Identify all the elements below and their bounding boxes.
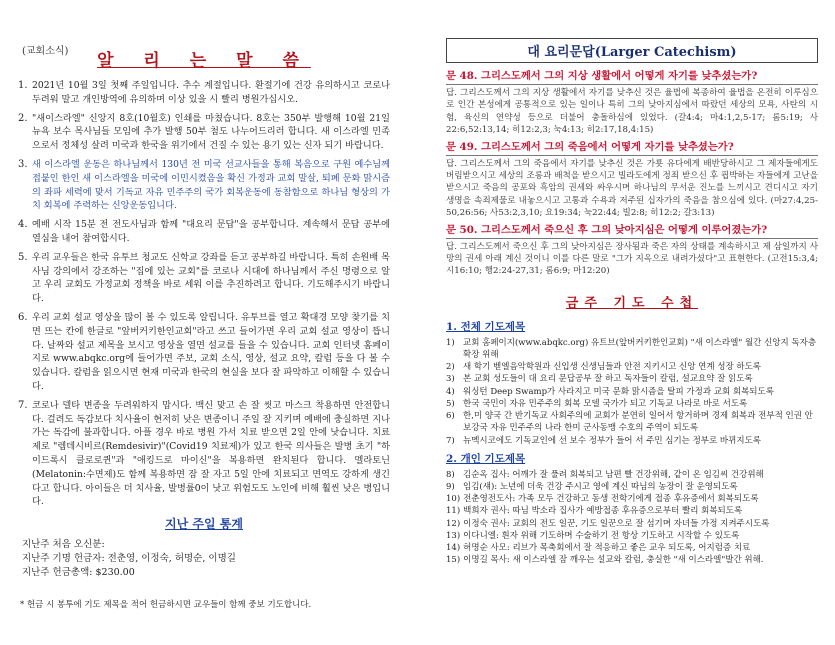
announcement-text: 우리 교우들은 한국 유투브 청교도 신학교 강좌를 듣고 공부하길 바랍니다. 특히 손원배 목사님 강의에서 강조하는 "집에 있는 교회"를 코로나 시대에 하나님께서 주신 명령으로 알고 우리 교회도 가정교회 정책을 바로 세워 이를 추진하려고 합니다. 기도해주시기 바랍니다.: [32, 251, 390, 305]
stats-block: [18, 538, 390, 580]
divider: [446, 238, 818, 239]
catechism-question: 문 49. 그리스도께서 그의 죽음에서 어떻게 자기를 낮추셨는가?: [446, 140, 734, 153]
prayer-item: [446, 386, 818, 398]
announcement-text: 2021년 10월 3일 첫째 주일입니다. 추수 계절입니다. 환절기에 건강 유의하시고 코로나 두려워 말고 개인방역에 유의하며 이상 있을 시 빨리 병원가십시오.: [32, 80, 390, 105]
prayer-text: 백희자 권사: 따님 박소라 집사가 예방접종 후유증으로부터 빨리 회복되도록: [463, 506, 743, 517]
announcement-text: 예배 시작 15분 전 전도사님과 함께 "대요리 문답"을 공부합니다. 계속해서 문답 공부에 열심을 내어 참여합시다.: [32, 219, 390, 244]
announcement-number: 3.: [18, 158, 28, 170]
catechism-answer: 답. 그리스도께서 죽으신 후 그의 낮아지심은 장사됨과 죽은 자의 상태를 계속하시고 제 삼일까지 사망의 권세 아래 계신 것이니 이를 다른 말로 "그가 지옥으로 내려가셨다"고 표현한다. (고전15:3,4; 시16:10; 행2:24-27,31; 롬6:9; 마12:20): [446, 241, 818, 277]
prayer-list: [446, 337, 818, 447]
prayer-number: 8): [446, 469, 455, 480]
prayer-text: 새 학기 벧엘음악학원과 신입생 신생님들과 안전 지키시고 신앙 연계 성장 하도록: [463, 362, 761, 373]
prayer-text: 허명순 사모: 리브가 목축회에서 잘 적응하고 좋은 교우 되도록, 어지럼증 치료: [463, 542, 751, 553]
right-column: [446, 38, 818, 566]
catechism-question: 문 48. 그리스도께서 그의 지상 생활에서 어떻게 자기를 낮추셨는가?: [446, 70, 758, 82]
prayer-item: [446, 505, 818, 517]
offering-footnote: * 헌금 시 봉투에 기도 제목을 적어 헌금하시면 교우들이 함께 중보 기도합니다.: [20, 600, 312, 611]
announcement-number: 1.: [18, 80, 28, 91]
prayer-item: [446, 337, 818, 361]
announcement-item: [18, 311, 390, 394]
prayer-text: 한,미 양국 간 반기독교 사회주의에 교회가 분연히 일어서 항거하며 경제 회복과 전부적 인권 안보강국 자유 민주주의 나라 한미 군사동맹 수호의 주역이 되도록: [463, 411, 813, 434]
prayer-section-title: 1. 전체 기도제목: [446, 320, 526, 333]
stats-title: 지난 주일 통계: [165, 517, 243, 532]
prayer-number: 12): [446, 518, 461, 529]
announcement-number: 6.: [18, 311, 28, 323]
prayer-text: 한국 국민이 자유 민주주의 회복 모델 국가가 되고 기독교 나라로 바로 서도록: [463, 398, 748, 409]
prayer-number: 11): [446, 506, 461, 517]
announcement-number: 5.: [18, 251, 28, 263]
section-tag: (교회소식): [22, 46, 69, 57]
prayer-number: 2): [446, 362, 455, 373]
prayer-number: 14): [446, 542, 461, 553]
prayer-number: 6): [446, 411, 455, 422]
announcement-item: [18, 158, 390, 213]
catechism-qa: [446, 69, 818, 278]
divider: [446, 155, 818, 156]
announcement-number: 7.: [18, 399, 28, 411]
announcement-item: [18, 251, 390, 306]
divider: [446, 84, 818, 85]
announcement-number: 4.: [18, 219, 28, 231]
prayer-text: 전춘영전도사: 가족 모두 건강하고 동생 전학기에게 접종 후유증에서 회복되도록: [463, 494, 759, 505]
prayer-text: 이정숙 권사: 교회의 전도 일꾼, 기도 일꾼으로 잘 섬기며 자녀들 가정 지켜주시도록: [463, 518, 770, 529]
prayer-text: 임김(섀): 노년에 더욱 건강 주시고 영에 계신 따님의 농장이 잘 운영되도록: [463, 481, 738, 492]
announcement-item: [18, 112, 390, 153]
catechism-question: 문 50. 그리스도께서 죽으신 후 그의 낮아지심은 어떻게 이루어졌는가?: [446, 223, 768, 236]
left-column: [18, 34, 390, 610]
announcement-text: 우리 교회 설교 영상을 많이 볼 수 있도록 알립니다. 유투브를 열고 확대경 모양 찾기를 치면 뜨는 칸에 한글로 "앞버커키한인교회"라고 쓰고 들어가면 우리 교회 설교 영상이 뜹니다. 날짜와 설교 제목을 보시고 영상을 열면 설교를 들을 수 있습니다. 교회 인터넷 홈페이지로 www.abqkc.org에 들어가면 주보, 교회 소식, 영상, 설교 요약, 칼럼 등을 다 볼 수 있습니다. 칼럼을 읽으시면 현재 미국과 한국의 현실을 보다 잘 파악하고 이해할 수 있습니다.: [32, 311, 390, 392]
prayer-text: 워싱턴 Deep Swamp가 사라지고 미국 문화 맑시즘을 탈피 가정과 교회 회복되도록: [463, 386, 774, 397]
catechism-title: 대 요리문답(Larger Catechism): [446, 38, 818, 63]
prayer-number: 5): [446, 398, 455, 409]
prayer-item: [446, 542, 818, 554]
prayer-item: [446, 481, 818, 493]
prayer-text: 이명길 목사: 새 이스라엘 잠 깨우는 설교와 칼럼, 충실한 "새 이스라엘"발간 위해.: [463, 555, 764, 566]
prayer-item: [446, 361, 818, 373]
prayer-text: 김순옥 집사: 어깨가 잘 풀려 회복되고 남편 빨 건강위해, 같이 온 임김씨 건강위해: [463, 469, 764, 480]
stats-row: 지난주 헌금총액: $230.00: [22, 567, 135, 579]
prayer-item: [446, 554, 818, 566]
prayer-title: 금주 기도 수첩: [565, 295, 699, 311]
prayer-text: 본 교회 성도들이 대 요리 문답공부 잘 하고 독자들이 칼럼, 설교요약 잘 읽도록: [463, 374, 753, 385]
catechism-answer: 답. 그리스도께서 그의 지상 생활에서 자기를 낮추신 것은 율법에 복종하여 율법을 온전히 이루심으로 인간 본성에게 공통적으로 있는 일이나 특히 그의 낮아지심에서 따랐던 세상의 모욕, 사탄의 시험, 육신의 연약성 등으로 더불어 충돌하심에 있었다. (갈4:4; 마4:1,2,5-17; 롬5:19; 사22:6,52:13,14; 히12:2,3; 눅4:13; 히2:17,18,4:15): [446, 88, 818, 136]
announcement-item: [18, 399, 390, 509]
announcement-item: [18, 218, 390, 246]
prayer-item: [446, 493, 818, 505]
announcements-title: 알 리 는 말 씀: [97, 51, 311, 71]
prayer-number: 10): [446, 494, 461, 505]
prayer-item: [446, 530, 818, 542]
prayer-item: [446, 410, 818, 434]
catechism-answer: 답. 그리스도께서 그의 죽음에서 자기를 낮추신 것은 가룟 유다에게 배반당하시고 그 제자들에게도 버림받으시고 세상의 조롱과 배척을 받으시고 빌라도에게 정죄 받으신 후 핍박하는 자들에게 고난을 받으시고 죽음의 공포와 흑암의 권세와 싸우시며 하나님의 무서운 진노를 느끼시고 견디시고 자기 생명을 속죄제물로 내놓으시고 고통과 수욕과 저주된 십자가의 죽음을 참으심에 있다. (마27:4,25-50,26:56; 사53:2,3,10; 요19:34; 눅22:44; 빌2:8; 히12:2; 갈3:13): [446, 158, 818, 219]
prayer-number: 9): [446, 481, 455, 492]
prayer-number: 15): [446, 555, 461, 566]
prayer-section-title: 2. 개인 기도제목: [446, 452, 526, 465]
announcement-text: 새 이스라엘 운동은 하나님께서 130년 전 미국 선교사들을 통해 복음으로 구원 예수님께 접붙인 한인 새 이스라엘을 미국에 이민시켰음을 확신 가정과 교회 말살, 퇴폐 문화 맑시즘의 좌파 세력에 맞서 기독교 자유 민주주의 국가 회복운동에 동참함으로 하나님 형상의 가치 회복에 주력하는 신앙운동입니다.: [32, 158, 390, 212]
stats-row: 지난주 처음 오신분:: [22, 539, 105, 551]
prayer-item: [446, 373, 818, 385]
announcements-list: [18, 79, 390, 509]
prayer-number: 13): [446, 530, 461, 541]
prayer-item: [446, 435, 818, 447]
prayer-item: [446, 518, 818, 530]
announcement-item: [18, 79, 390, 107]
prayer-text: 뉴멕시코에도 기독교인에 선 보수 정부가 들어 서 주민 심기는 정부로 바뀌지도록: [463, 435, 761, 446]
prayer-item: [446, 398, 818, 410]
prayer-item: [446, 469, 818, 481]
prayer-number: 4): [446, 386, 455, 397]
announcement-text: "새이스라엘" 신앙지 8호(10월호) 인쇄를 마쳤습니다. 8호는 350부 발행해 10월 21일 뉴욕 보수 목사님들 모임에 추가 발행 50부 첨도 나누어드리러 합니다. 새 이스라엘 민족으로서 정체성 살려 미국과 한국을 위기에서 건질 수 있는 용기 있는 신자 되기 바랍니다.: [32, 112, 390, 152]
prayer-number: 3): [446, 374, 455, 385]
announcement-number: 2.: [18, 112, 28, 124]
prayer-number: 1): [446, 337, 455, 348]
prayer-text: 이다니엘: 흰자 위해 기도하며 수술하기 전 항상 기도하고 시작할 수 있도록: [463, 530, 740, 541]
prayer-number: 7): [446, 435, 455, 446]
prayer-list: [446, 469, 818, 567]
stats-row: 지난주 기명 헌금자: 전춘영, 이정숙, 허명순, 이명길: [22, 553, 236, 565]
prayer-text: 교회 홈페이지(www.abqkc.org) 유트브(앞버커키한인교회) "새 이스라엘" 월간 신앙지 독자층 확장 위해: [463, 337, 817, 361]
announcement-text: 코로나 델타 변종을 두려워하지 맙시다. 백신 맞고 손 잘 씻고 마스크 착용하면 안전합니다. 걸려도 독감보다 치사율이 현저히 낮은 변종이니 주일 잘 지키며 예배에 충실하면 지나가는 독감에 불과합니다. 아플 경우 바로 병원 가서 치료 받으면 2일 안에 낫습니다. 치료제로 "렘데시비르(Remdesivir)"(Covid19 치료제)가 있고 한국 의사들은 발병 초기 "하이드록시 클로로퀸"과 "애킹드로 마이신"을 복용하면 완치된다 합니다. 멜라토닌(Melatonin:수면제)도 함께 복용하면 잠 잘 자고 5일 안에 치료되고 면역도 강하게 생긴다고 합니다. 아이들은 더 치사율, 발병률0이 낫고 위험도도 노인에 비해 훨씬 낮은 병입니다.: [32, 399, 390, 508]
